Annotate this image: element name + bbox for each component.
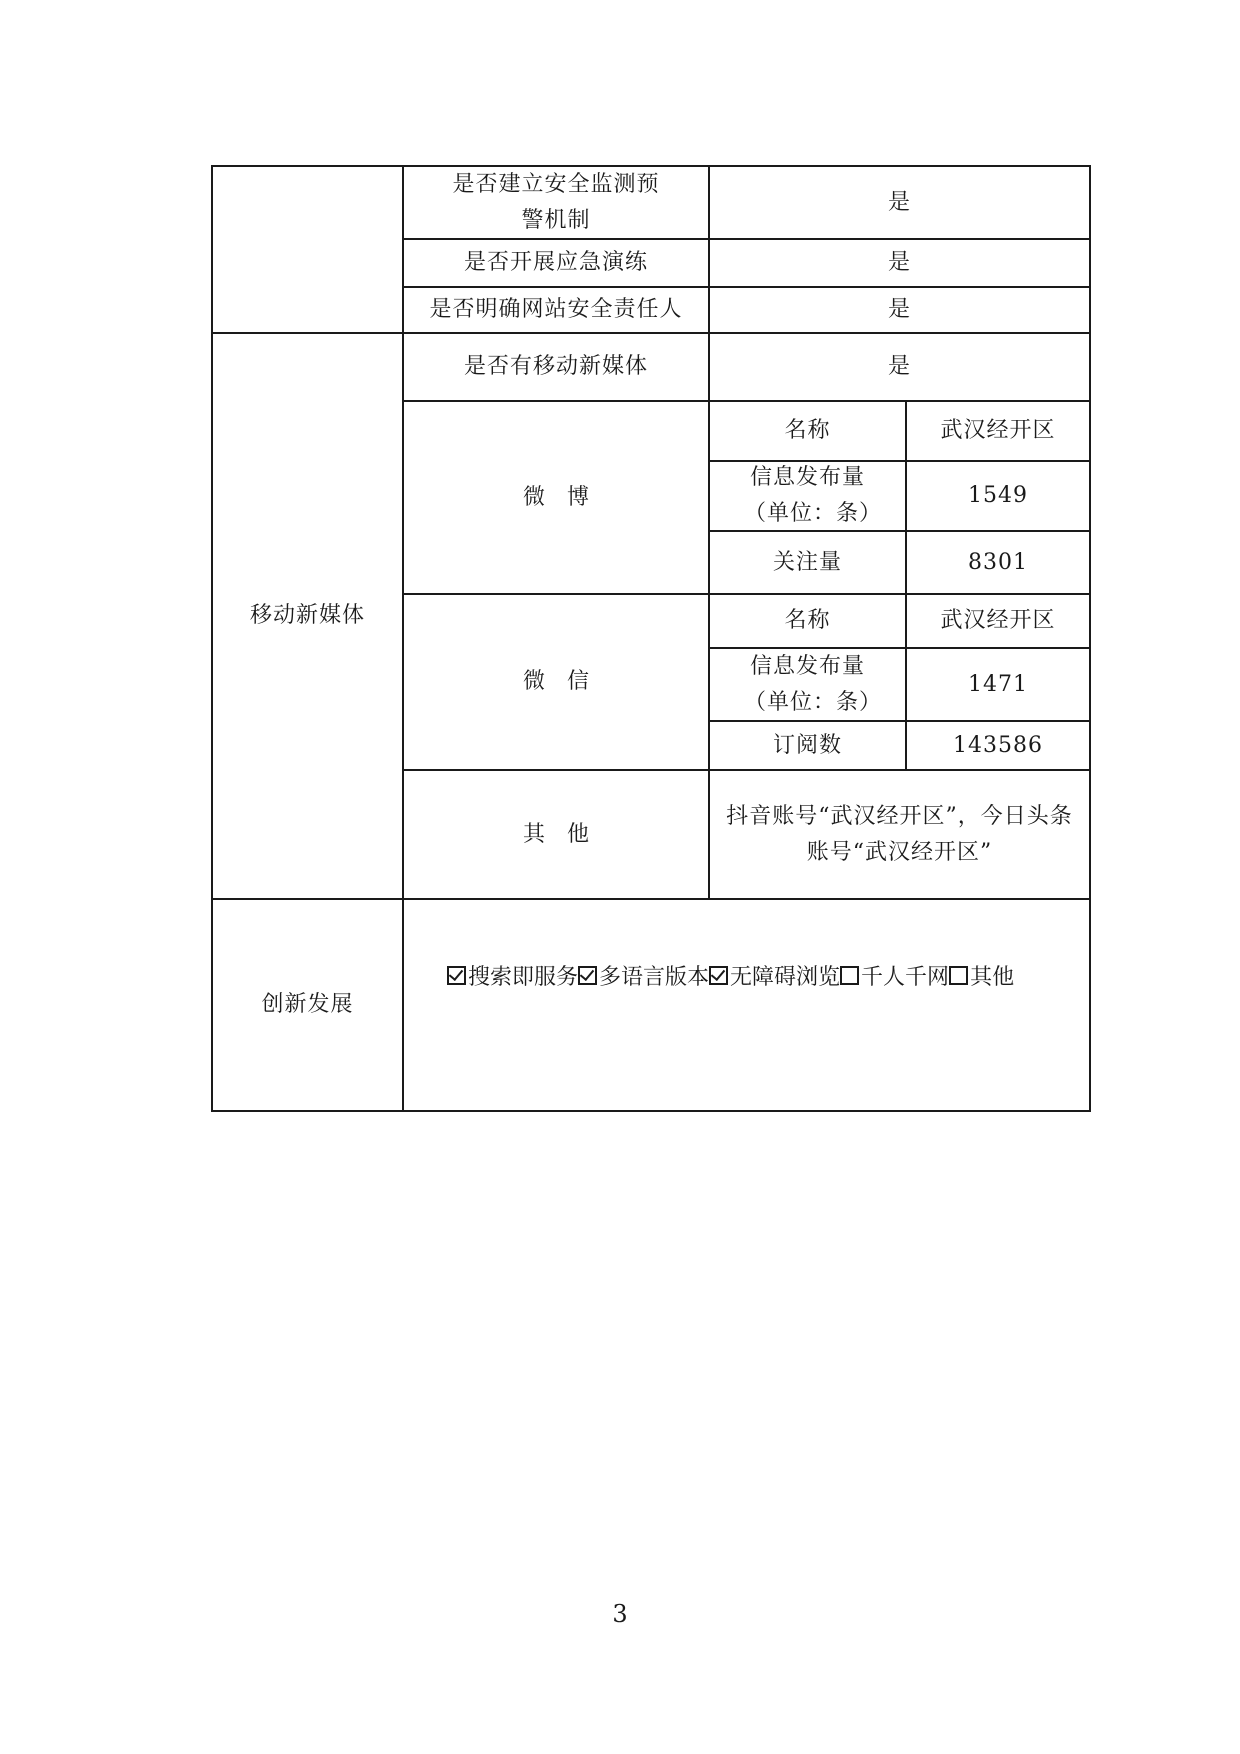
checkbox-personalized[interactable] bbox=[840, 966, 859, 985]
option-label: 其他 bbox=[970, 965, 1015, 990]
option-label: 千人千网 bbox=[861, 965, 950, 990]
innovation-section-label: 创新发展 bbox=[261, 992, 354, 1017]
option-label: 多语言版本 bbox=[599, 965, 710, 990]
table-rule bbox=[1089, 165, 1091, 1112]
other-label: 其他 bbox=[522, 821, 611, 847]
has-mobile-label: 是否有移动新媒体 bbox=[463, 354, 648, 379]
wechat-name-value: 武汉经开区 bbox=[940, 608, 1056, 633]
responsible-value: 是 bbox=[887, 297, 911, 322]
weibo-follow-value: 8301 bbox=[968, 549, 1028, 575]
monitoring-label: 是否建立安全监测预警机制 bbox=[452, 171, 660, 233]
wechat-label: 微信 bbox=[522, 669, 611, 694]
weibo-label: 微博 bbox=[522, 484, 611, 510]
option-label: 无障碍浏览 bbox=[730, 965, 841, 990]
page-number: 3 bbox=[612, 1600, 628, 1628]
wechat-subs-label: 订阅数 bbox=[772, 732, 842, 758]
drill-label: 是否开展应急演练 bbox=[463, 250, 648, 275]
weibo-posts-label: 信息发布量（单位：条） bbox=[744, 465, 883, 526]
wechat-name-label: 名称 bbox=[784, 608, 831, 633]
weibo-name-value: 武汉经开区 bbox=[940, 418, 1056, 443]
checkbox-search-service[interactable] bbox=[447, 966, 466, 985]
weibo-name-label: 名称 bbox=[784, 418, 831, 443]
has-mobile-value: 是 bbox=[887, 354, 911, 379]
wechat-posts-value: 1471 bbox=[968, 671, 1028, 697]
other-value: 抖音账号“武汉经开区”，今日头条账号“武汉经开区” bbox=[726, 803, 1073, 865]
info-table bbox=[211, 165, 1091, 1112]
option-label: 搜索即服务 bbox=[468, 965, 579, 990]
table-rule bbox=[211, 1110, 1091, 1112]
wechat-posts-label: 信息发布量（单位：条） bbox=[744, 653, 883, 715]
checkbox-accessibility[interactable] bbox=[709, 966, 728, 985]
wechat-subs-value: 143586 bbox=[953, 732, 1043, 758]
weibo-follow-label: 关注量 bbox=[772, 549, 842, 575]
mobile-section-label: 移动新媒体 bbox=[249, 603, 365, 628]
monitoring-value: 是 bbox=[887, 189, 911, 215]
drill-value: 是 bbox=[887, 250, 911, 275]
checkbox-other[interactable] bbox=[949, 966, 968, 985]
checkbox-multilingual[interactable] bbox=[578, 966, 597, 985]
weibo-posts-value: 1549 bbox=[968, 483, 1028, 508]
innovation-options bbox=[447, 960, 1014, 991]
responsible-label: 是否明确网站安全责任人 bbox=[429, 297, 683, 322]
